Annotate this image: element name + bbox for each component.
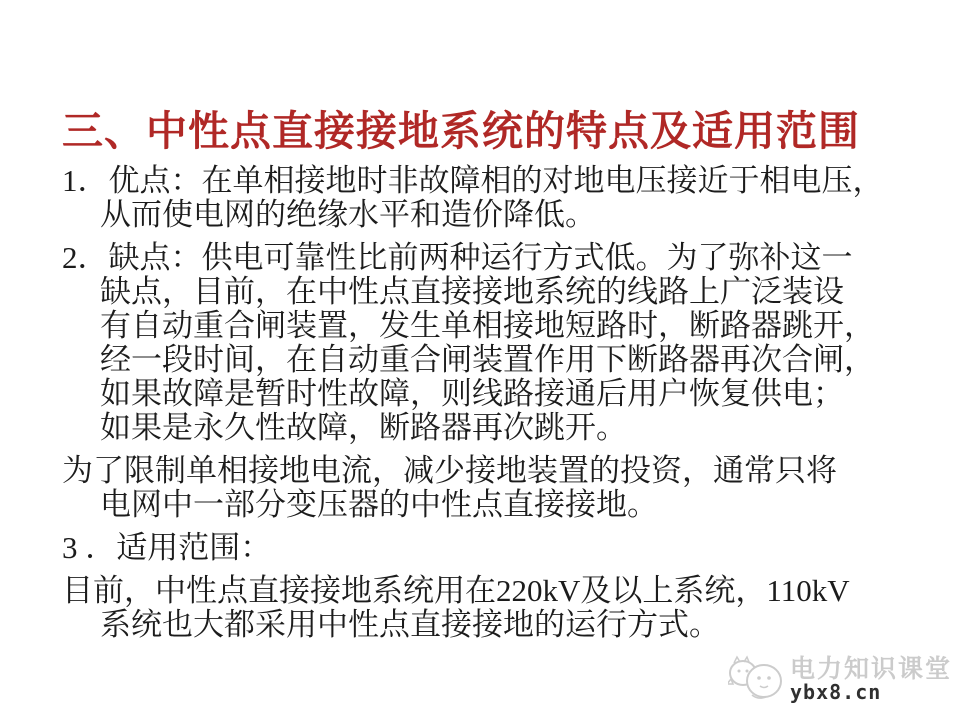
body-line: 为了限制单相接地电流，减少接地装置的投资，通常只将 bbox=[62, 453, 837, 488]
body-line: 如果是永久性故障，断路器再次跳开。 bbox=[100, 410, 627, 445]
body-line: 1．优点：在单相接地时非故障相的对地电压接近于相电压， bbox=[62, 163, 884, 198]
watermark-site-url: ybx8.cn bbox=[789, 680, 882, 704]
body-line: 缺点，目前，在中性点直接接地系统的线路上广泛装设 bbox=[100, 274, 844, 309]
mascot-logo-icon bbox=[728, 651, 786, 708]
body-line: 电网中一部分变压器的中性点直接接地。 bbox=[100, 487, 658, 522]
slide-title: 三、中性点直接接地系统的特点及适用范围 bbox=[62, 108, 860, 154]
body-line: 如果故障是暂时性故障，则线路接通后用户恢复供电； bbox=[100, 376, 844, 411]
body-line: 3 ．适用范围： bbox=[62, 530, 272, 565]
watermark-brand-text: 电力知识课堂 bbox=[789, 655, 952, 683]
body-line: 有自动重合闸装置，发生单相接地短路时，断路器跳开， bbox=[100, 308, 875, 343]
body-line: 目前，中性点直接接地系统用在220kV及以上系统，110kV bbox=[62, 573, 850, 608]
body-line: 从而使电网的绝缘水平和造价降低。 bbox=[100, 197, 596, 232]
body-line: 系统也大都采用中性点直接接地的运行方式。 bbox=[100, 607, 720, 642]
body-line: 经一段时间，在自动重合闸装置作用下断路器再次合闸， bbox=[100, 342, 875, 377]
body-line: 2．缺点：供电可靠性比前两种运行方式低。为了弥补这一 bbox=[62, 240, 853, 275]
watermark bbox=[728, 651, 952, 708]
slide-body bbox=[62, 164, 930, 642]
